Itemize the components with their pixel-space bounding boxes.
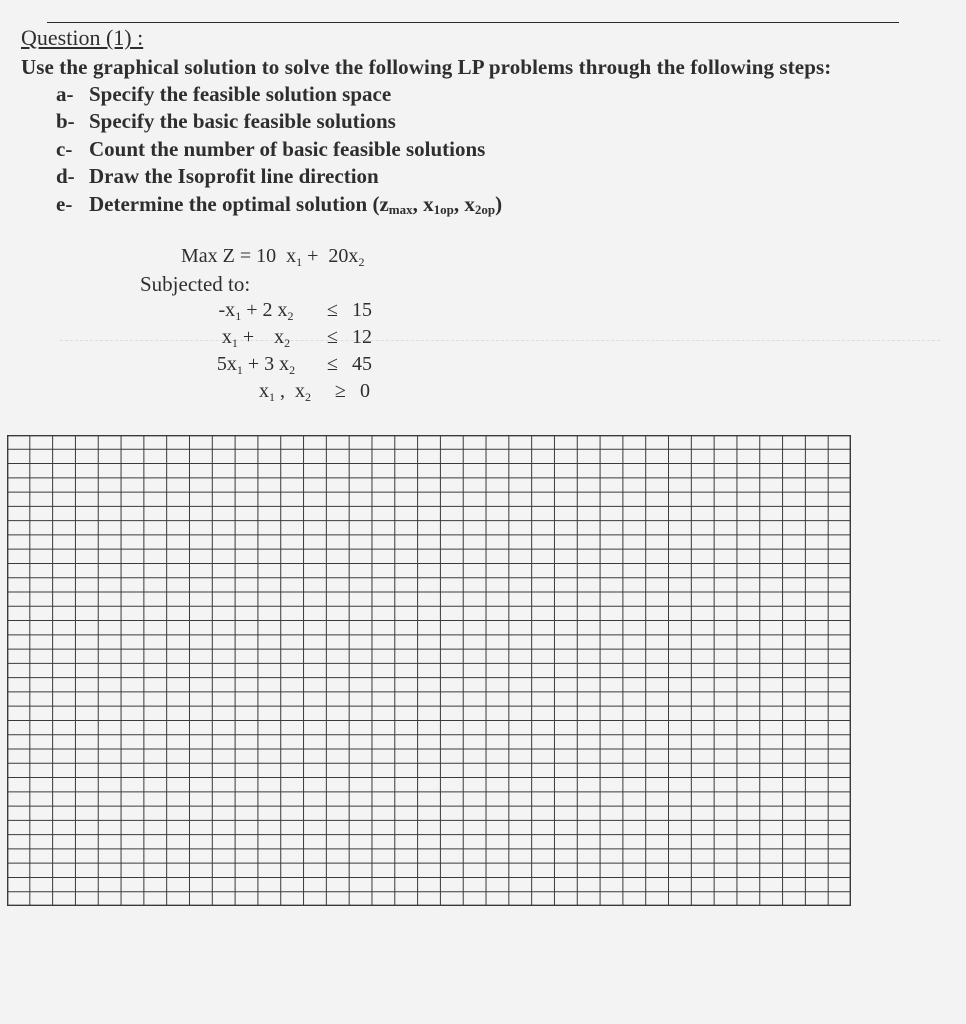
step-marker: a- xyxy=(56,82,74,106)
sub: 1 xyxy=(269,390,275,404)
separator: , xyxy=(412,191,424,216)
subject-to-label: Subjected to: xyxy=(140,272,251,296)
sub: 1 xyxy=(236,363,243,377)
x2-sub: 2op xyxy=(474,201,496,217)
term: -x xyxy=(218,299,236,321)
constraint-lhs xyxy=(190,299,322,324)
step-text-main: Determine the optimal solution ( xyxy=(89,191,380,216)
z-var: z xyxy=(379,191,389,216)
step-text xyxy=(89,192,502,219)
sub: 2 xyxy=(287,309,294,323)
constraint-lhs xyxy=(240,380,330,405)
step-text: Specify the basic feasible solutions xyxy=(89,109,396,134)
term: , x xyxy=(275,380,305,402)
step-text: Specify the feasible solution space xyxy=(89,82,392,106)
constraint-lhs xyxy=(190,353,322,378)
constraint-lhs xyxy=(190,326,322,351)
constraint-op: ≥ xyxy=(335,380,346,402)
constraint-2 xyxy=(190,326,372,351)
objective-function xyxy=(181,245,364,270)
constraint-3 xyxy=(190,353,372,378)
question-intro: Use the graphical solution to solve the following LP problems through the following steps: xyxy=(21,55,832,79)
step-c xyxy=(56,137,502,164)
constraint-op: ≤ xyxy=(327,299,338,321)
sub: 1 xyxy=(235,309,242,323)
step-d xyxy=(56,164,502,191)
x1-var: x xyxy=(423,191,434,216)
x2-var: x xyxy=(464,191,475,216)
sub: 2 xyxy=(284,336,291,350)
obj-mid: + 20x xyxy=(302,245,359,267)
constraint-rhs: 12 xyxy=(352,326,372,348)
obj-sub2: 2 xyxy=(358,255,365,269)
sub: 2 xyxy=(305,390,311,404)
term: x xyxy=(221,326,232,348)
constraint-rhs: 15 xyxy=(352,299,372,321)
term: 5x xyxy=(216,353,237,375)
steps-list xyxy=(56,82,502,219)
constraint-rhs: 0 xyxy=(360,380,370,402)
obj-sub1: 1 xyxy=(296,255,303,269)
step-text: Count the number of basic feasible solutions xyxy=(89,136,486,161)
constraint-rhs: 45 xyxy=(352,353,372,375)
constraint-op: ≤ xyxy=(327,353,338,375)
sub: 2 xyxy=(289,363,296,377)
constraint-op: ≤ xyxy=(327,326,338,348)
step-marker: e- xyxy=(56,191,73,216)
step-marker: d- xyxy=(56,164,75,189)
graph-paper-grid xyxy=(7,435,851,906)
obj-prefix: Max Z = 10 x xyxy=(181,245,297,267)
question-title: Question (1) : xyxy=(21,25,144,50)
term: + 2 x xyxy=(241,299,288,321)
x1-sub: 1op xyxy=(433,201,454,217)
sub: 1 xyxy=(231,336,238,350)
step-marker: b- xyxy=(56,109,75,134)
term: + x xyxy=(237,326,285,348)
close-paren: ) xyxy=(495,191,503,216)
step-text: Draw the Isoprofit line direction xyxy=(89,164,379,189)
step-marker: c- xyxy=(56,136,73,161)
term: + 3 x xyxy=(242,353,290,375)
top-rule xyxy=(47,22,899,23)
grid-background xyxy=(7,435,851,906)
step-b xyxy=(56,109,502,136)
constraint-nonneg xyxy=(240,380,370,405)
step-e xyxy=(56,192,502,219)
separator: , xyxy=(453,191,465,216)
constraint-1 xyxy=(190,299,372,324)
z-sub: max xyxy=(388,201,413,217)
step-a xyxy=(56,82,502,109)
term: x xyxy=(259,380,269,402)
